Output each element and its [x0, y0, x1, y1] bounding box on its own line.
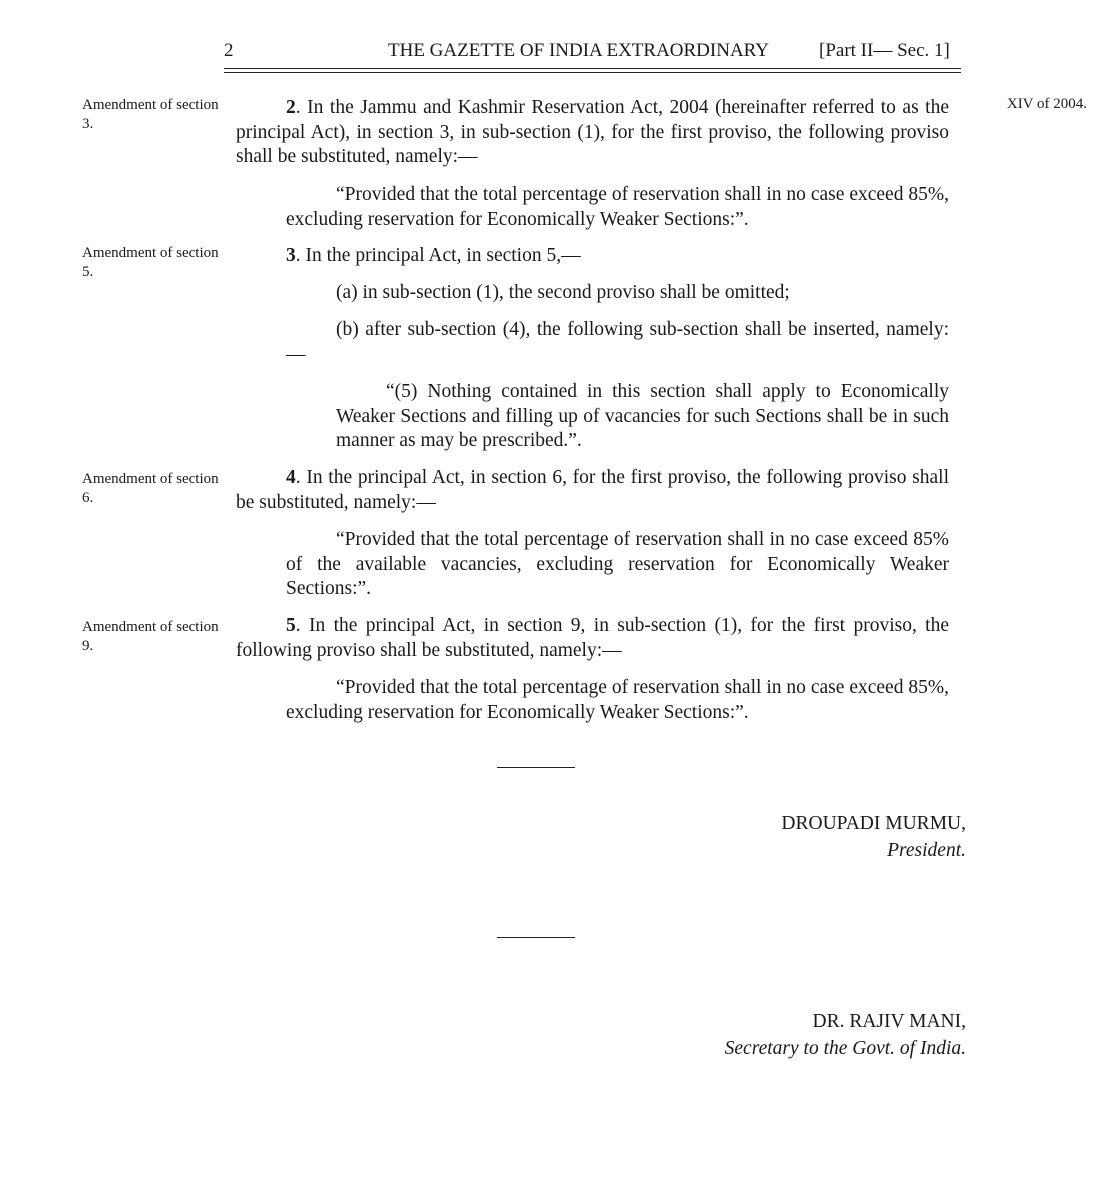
- president-title-text: President.: [887, 840, 966, 861]
- president-name: DROUPADI MURMU,: [781, 813, 966, 834]
- section-2-paragraph: [236, 96, 949, 170]
- secretary-title-text: Secretary to the Govt. of India.: [724, 1038, 966, 1059]
- margin-note-section-9: Amendment of section 9.: [82, 619, 219, 654]
- margin-note-section-5: Amendment of section 5.: [82, 245, 219, 280]
- section-2-quote: “Provided that the total percentage of reservation shall in no case exceed 85%, excluding reservation for Economically Weaker Sections:”.: [286, 184, 949, 230]
- header-rule-top: [224, 68, 961, 69]
- section-5-paragraph: [236, 614, 949, 663]
- divider-1: [497, 767, 575, 768]
- header-rule-bottom: [224, 72, 961, 73]
- margin-note-section-3: Amendment of section 3.: [82, 97, 219, 132]
- section-3-clause-b: [286, 318, 949, 367]
- section-5-number: 5: [286, 615, 296, 636]
- section-3-number: 3: [286, 245, 296, 266]
- section-4-quote: “Provided that the total percentage of reservation shall in no case exceed 85% of the available vacancies, excluding reservation for Economically Weaker Sections:”.: [286, 529, 949, 599]
- divider-2: [497, 937, 575, 938]
- section-3-inserted-subsection: [336, 380, 949, 454]
- section-2-text: . In the Jammu and Kashmir Reservation Act, 2004 (hereinafter referred to as the principal Act), in section 3, in sub-section (1), for the first proviso, the following proviso shall be substituted, namely:—: [236, 97, 949, 167]
- section-4-number: 4: [286, 467, 296, 488]
- president-title: [887, 840, 966, 862]
- section-3-paragraph: [236, 244, 949, 269]
- clause-a-text: (a) in sub-section (1), the second proviso shall be omitted;: [336, 282, 790, 303]
- section-5-quote: “Provided that the total percentage of reservation shall in no case exceed 85%, excluding reservation for Economically Weaker Sections:”.: [286, 677, 949, 723]
- gazette-title: THE GAZETTE OF INDIA EXTRAORDINARY: [388, 40, 770, 61]
- section-2-proviso: [286, 183, 949, 232]
- section-3-clause-a: [286, 281, 949, 306]
- section-5-proviso: [286, 676, 949, 725]
- page-number: 2: [224, 40, 234, 61]
- section-4-proviso: [286, 528, 949, 602]
- act-reference-note: XIV of 2004.: [1006, 96, 1087, 112]
- gazette-part: [Part II— Sec. 1]: [819, 40, 950, 61]
- section-4-text: . In the principal Act, in section 6, for the first proviso, the following proviso shall be substituted, namely:—: [236, 467, 949, 513]
- clause-b-text: (b) after sub-section (4), the following sub-section shall be inserted, namely:—: [286, 319, 949, 365]
- section-3-text: . In the principal Act, in section 5,—: [295, 245, 581, 266]
- section-2-number: 2: [286, 97, 296, 118]
- secretary-name: DR. RAJIV MANI,: [812, 1011, 966, 1032]
- section-5-text: . In the principal Act, in section 9, in sub-section (1), for the first proviso, the following proviso shall be substituted, namely:—: [236, 615, 949, 661]
- secretary-title: [725, 1038, 966, 1060]
- section-3-quote: “(5) Nothing contained in this section shall apply to Economically Weaker Sections and filling up of vacancies for such Sections shall be in such manner as may be prescribed.”.: [336, 381, 949, 451]
- margin-note-section-6: Amendment of section 6.: [82, 471, 219, 506]
- section-4-paragraph: [236, 466, 949, 515]
